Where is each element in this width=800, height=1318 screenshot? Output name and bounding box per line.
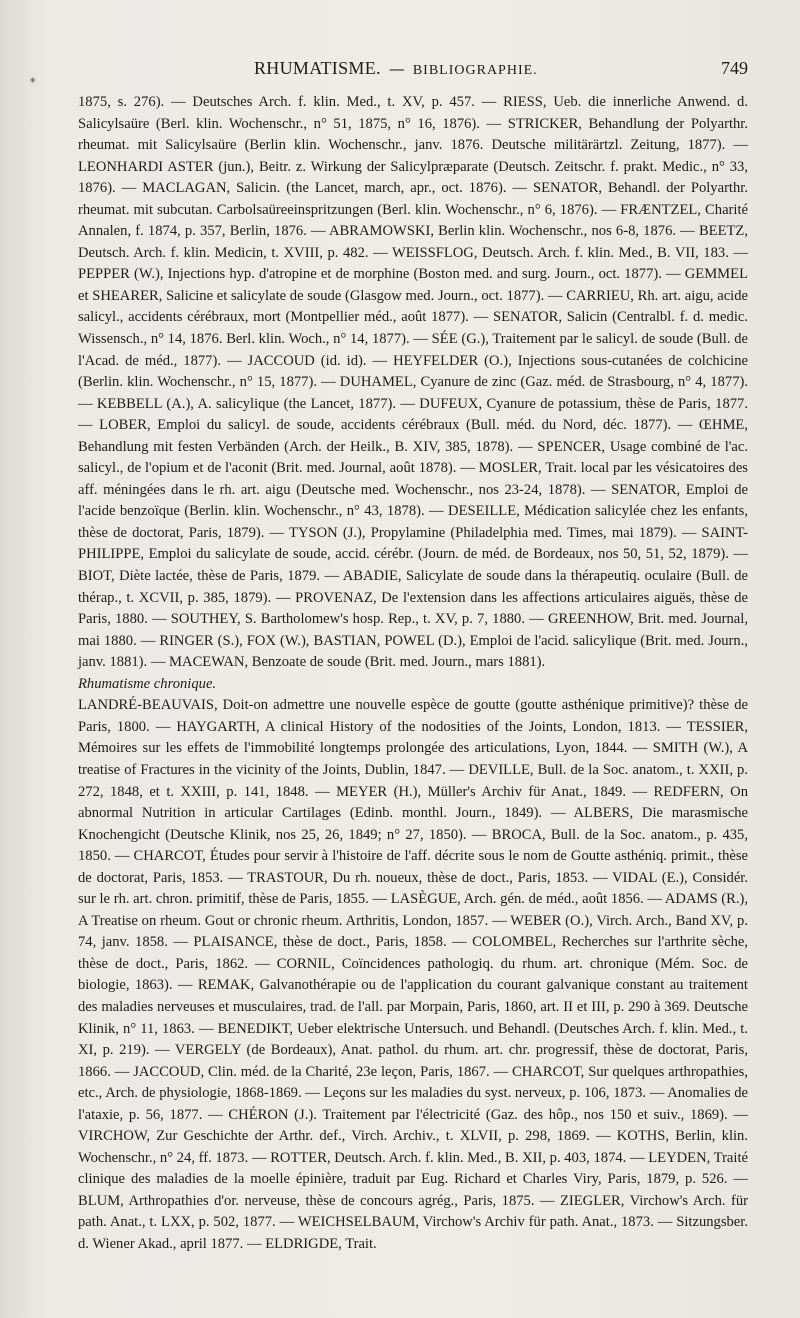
header-separator: — [388, 59, 405, 78]
bibliography-body [78, 92, 748, 1256]
page-number: 749 [721, 58, 748, 78]
running-title: RHUMATISME. [254, 58, 381, 78]
section-title: Rhumatisme chronique. [78, 675, 217, 692]
running-header [78, 58, 748, 88]
bibliography-paragraph-acute: 1875, s. 276). — Deutsches Arch. f. klin. Med., t. XV, p. 457. — RIESS, Ueb. die innerliche Anwend. d. Salicylsaüre (Berl. klin. Wochenschr., n° 51, 1875, n° 16, 1876). — STRICKER, Behandlung der Polyarthr. rheumat. mit Salicylsaüre (Berlin klin. Wochenschr., janv. 1876. Deutsche militärärtzl. Zeitung, 1877). — LEONHARDI ASTER (jun.), Beitr. z. Wirkung der Salicylpræparate (Deutsch. Zeitschr. f. prakt. Medic., n° 33, 1876). — MACLAGAN, Salicin. (the Lancet, march, apr., oct. 1876). — SENATOR, Behandl. der Polyarthr. rheumat. mit subcutan. Carbolsaüreeinspritzungen (Berl. klin. Wochenschr., n° 6, 1876). — FRÆNTZEL, Charité Annalen, f. 1874, p. 357, Berlin, 1876. — ABRAMOWSKI, Berlin klin. Wochenschr., nos 6-8, 1876. — BEETZ, Deutsch. Arch. f. klin. Medicin, t. XVIII, p. 482. — WEISSFLOG, Deutsch. Arch. f. klin. Med., B. VII, 183. — PEPPER (W.), Injections hyp. d'atropine et de morphine (Boston med. and surg. Journ., oct. 1877). — GEMMEL et SHEARER, Salicine et salicylate de soude (Glasgow med. Journ., oct. 1877). — CARRIEU, Rh. art. aigu, acide salicyl., accidents cérébraux, mort (Montpellier méd., août 1877). — SENATOR, Salicin (Centralbl. f. d. medic. Wissensch., n° 14, 1876. Berl. klin. Woch., n° 14, 1877). — SÉE (G.), Traitement par le salicyl. de soude (Bull. de l'Acad. de méd., 1877). — JACCOUD (id. id). — HEYFELDER (O.), Injections sous-cutanées de colchicine (Berlin. klin. Wochenschr., n° 15, 1877). — DUHAMEL, Cyanure de zinc (Gaz. méd. de Strasbourg, n° 4, 1877). — KEBBELL (A.), A. salicylique (the Lancet, 1877). — DUFEUX, Cyanure de potassium, thèse de Paris, 1877. — LOBER, Emploi du salicyl. de soude, accidents cérébraux (Bull. méd. du Nord, déc. 1877). — ŒHME, Behandlung mit festen Verbänden (Arch. der Heilk., B. XIV, 385, 1878). — SPENCER, Usage combiné de l'ac. salicyl., de l'opium et de l'aconit (Brit. med. Journal, août 1878). — MOSLER, Trait. local par les vésicatoires des aff. méningées dans le rh. art. aigu (Deutsche med. Wochenschr., nos 23-24, 1878). — SENATOR, Emploi de l'acide benzoïque (Berlin. klin. Wochenschr., n° 43, 1878). — DESEILLE, Médication salicylée chez les enfants, thèse de doctorat, Paris, 1879). — TYSON (J.), Propylamine (Philadelphia med. Times, mai 1879). — SAINT-PHILIPPE, Emploi du salicylate de soude, accid. cérébr. (Journ. de méd. de Bordeaux, nos 50, 51, 52, 1879). — BIOT, Diète lactée, thèse de Paris, 1879. — ABADIE, Salicylate de soude dans la thérapeutiq. oculaire (Bull. de thérap., t. XCVII, p. 385, 1879). — PROVENAZ, De l'extension dans les affections articulaires aiguës, thèse de Paris, 1880. — SOUTHEY, S. Bartholomew's hosp. Rep., t. XV, p. 7, 1880. — GREENHOW, Brit. med. Journal, mai 1880. — RINGER (S.), FOX (W.), BASTIAN, POWEL (D.), Emploi de l'acid. salicylique (Brit. med. Journ., janv. 1881). — MACEWAN, Benzoate de soude (Brit. med. Journ., mars 1881). [78, 94, 748, 671]
running-subtitle: BIBLIOGRAPHIE. [412, 63, 538, 78]
margin-mark: * [30, 76, 36, 89]
bibliography-paragraph-chronic: LANDRÉ-BEAUVAIS, Doit-on admettre une nouvelle espèce de goutte (goutte asthénique primitive)? thèse de Paris, 1800. — HAYGARTH, A clinical History of the nodosities of the Joints, London, 1813. — TESSIER, Mémoires sur les effets de l'immobilité longtemps prolongée des articulations, Lyon, 1844. — SMITH (W.), A treatise of Fractures in the vicinity of the Joints, Dublin, 1847. — DEVILLE, Bull. de la Soc. anatom., t. XXII, p. 272, 1848, et t. XXIII, p. 141, 1848. — MEYER (H.), Müller's Archiv für Anat., 1849. — REDFERN, On abnormal Nutrition in articular Cartilages (Edinb. monthl. Journ., 1849). — ALBERS, Die marasmische Knochengicht (Deutsche Klinik, nos 25, 26, 1849; n° 27, 1850). — BROCA, Bull. de la Soc. anatom., p. 435, 1850. — CHARCOT, Études pour servir à l'histoire de l'aff. décrite sous le nom de Goutte asthéniq. primit., thèse de doctorat, Paris, 1853. — TRASTOUR, Du rh. noueux, thèse de doct., Paris, 1853. — VIDAL (E.), Considér. sur le rh. art. chron. primitif, thèse de Paris, 1855. — LASÈGUE, Arch. gén. de méd., août 1856. — ADAMS (R.), A Treatise on rheum. Gout or chronic rheum. Arthritis, London, 1857. — WEBER (O.), Virch. Arch., Band XV, p. 74, janv. 1858. — PLAISANCE, thèse de doct., Paris, 1858. — COLOMBEL, Recherches sur l'arthrite sèche, thèse de doct., Paris, 1862. — CORNIL, Coïncidences pathologiq. du rhum. art. chronique (Mém. Soc. de biologie, 1863). — REMAK, Galvanothérapie ou de l'application du courant galvanique constant au traitement des maladies nerveuses et musculaires, trad. de l'all. par Morpain, Paris, 1860, art. II et III, p. 290 à 369. Deutsche Klinik, n° 11, 1863. — BENEDIKT, Ueber elektrische Untersuch. und Behandl. (Deutsches Arch. f. klin. Med., t. XI, p. 219). — VERGELY (de Bordeaux), Anat. pathol. du rhum. art. chr. progressif, thèse de doctorat, Paris, 1866. — JACCOUD, Clin. méd. de la Charité, 23e leçon, Paris, 1867. — CHARCOT, Sur quelques arthropathies, etc., Arch. de physiologie, 1868-1869. — Leçons sur les maladies du syst. nerveux, p. 106, 1873. — Anomalies de l'ataxie, p. 56, 1877. — CHÉRON (J.). Traitement par l'électricité (Gaz. des hôp., nos 150 et suiv., 1869). — VIRCHOW, Zur Geschichte der Arthr. def., Virch. Archiv., t. XLVII, p. 298, 1869. — KOTHS, Berlin, klin. Wochenschr., n° 24, ff. 1873. — ROTTER, Deutsch. Arch. f. klin. Med., B. XII, p. 403, 1874. — LEYDEN, Traité clinique des maladies de la moelle épinière, traduit par Eug. Richard et Charles Viry, Paris, 1879, p. 526. — BLUM, Arthropathies d'or. nerveuse, thèse de concours agrég., Paris, 1875. — ZIEGLER, Virchow's Arch. für path. Anat., t. LXX, p. 502, 1877. — WEICHSELBAUM, Virchow's Archiv für path. Anat., 1873. — Sitzungsber. d. Wiener Akad., april 1877. — ELDRIGDE, Trait. [78, 697, 748, 1252]
